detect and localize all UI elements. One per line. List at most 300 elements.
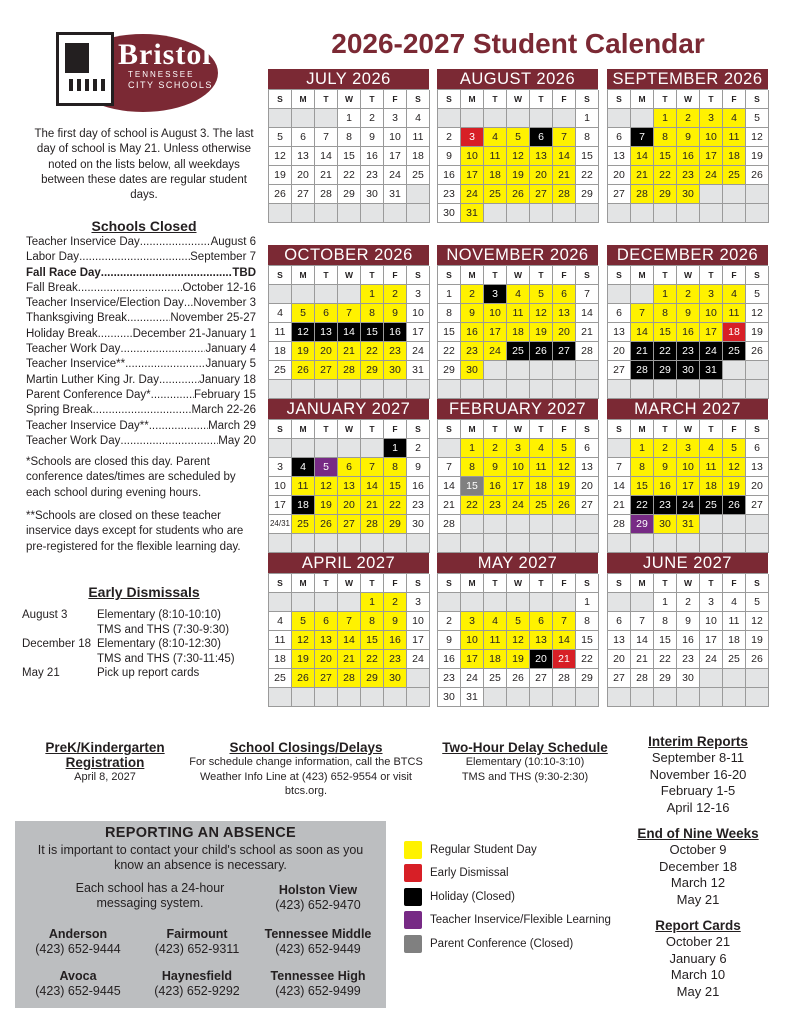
day-cell: 3 xyxy=(484,285,507,304)
day-cell: 18 xyxy=(292,496,315,515)
day-cell: 25 xyxy=(269,669,292,688)
empty-day xyxy=(677,380,700,399)
school-contact xyxy=(255,969,381,999)
day-cell: 30 xyxy=(407,515,430,534)
empty-day xyxy=(461,515,484,534)
day-cell: 6 xyxy=(292,128,315,147)
empty-day xyxy=(438,109,461,128)
school-name: Tennessee Middle xyxy=(264,927,372,941)
day-cell: 31 xyxy=(384,185,407,204)
day-cell: 21 xyxy=(608,496,631,515)
day-cell: 2 xyxy=(677,109,700,128)
weekday-label: T xyxy=(315,266,338,285)
empty-day xyxy=(553,361,576,380)
closings-heading: School Closings/Delays xyxy=(229,740,383,755)
empty-day xyxy=(292,688,315,707)
day-cell: 4 xyxy=(407,109,430,128)
logo-line1: TENNESSEE xyxy=(128,70,195,79)
empty-day xyxy=(484,534,507,553)
weekday-label: S xyxy=(269,90,292,109)
closed-item-date: March 22-26 xyxy=(191,404,256,417)
weekday-label: S xyxy=(438,574,461,593)
weekday-label: F xyxy=(723,420,746,439)
day-cell: 28 xyxy=(315,185,338,204)
empty-day xyxy=(530,109,553,128)
weekday-label: T xyxy=(654,574,677,593)
empty-day xyxy=(292,204,315,223)
weekday-label: S xyxy=(576,266,599,285)
empty-day xyxy=(269,380,292,399)
day-cell: 15 xyxy=(576,147,599,166)
closed-item-name: Thanksgiving Break xyxy=(26,312,127,325)
empty-day xyxy=(384,534,407,553)
delay-line1: Elementary (10:10-3:10) xyxy=(465,756,585,768)
empty-day xyxy=(315,593,338,612)
day-cell: 11 xyxy=(269,323,292,342)
month-calendar xyxy=(268,553,429,706)
closed-item-date: August 6 xyxy=(210,236,256,248)
day-cell: 17 xyxy=(407,323,430,342)
day-cell: 30 xyxy=(654,515,677,534)
month-grid xyxy=(268,419,429,553)
empty-day xyxy=(384,688,407,707)
empty-day xyxy=(746,688,769,707)
day-cell: 30 xyxy=(677,669,700,688)
weekday-label: T xyxy=(654,266,677,285)
day-cell: 22 xyxy=(461,496,484,515)
interim-item: February 1-5 xyxy=(660,783,736,798)
day-cell: 20 xyxy=(608,166,631,185)
leader-dots xyxy=(125,357,205,372)
day-cell: 6 xyxy=(608,304,631,323)
empty-day xyxy=(269,534,292,553)
weekday-label: T xyxy=(361,90,384,109)
early-dismissal-item xyxy=(22,666,262,681)
day-cell: 26 xyxy=(746,342,769,361)
day-cell: 11 xyxy=(269,631,292,650)
day-cell: 11 xyxy=(723,612,746,631)
day-cell: 10 xyxy=(461,631,484,650)
closed-item-date: January 5 xyxy=(205,358,256,371)
day-cell: 17 xyxy=(269,496,292,515)
day-cell: 30 xyxy=(677,361,700,380)
early-dismissal-item xyxy=(22,652,262,667)
day-cell: 15 xyxy=(361,323,384,342)
empty-day xyxy=(507,204,530,223)
empty-day xyxy=(631,380,654,399)
day-cell: 26 xyxy=(292,361,315,380)
day-cell: 12 xyxy=(315,477,338,496)
empty-day xyxy=(608,534,631,553)
empty-day xyxy=(654,380,677,399)
school-contact xyxy=(255,927,381,957)
day-cell: 29 xyxy=(654,185,677,204)
early-dismissal-date xyxy=(22,652,97,667)
day-cell: 4 xyxy=(700,439,723,458)
empty-day xyxy=(269,109,292,128)
day-cell: 1 xyxy=(631,439,654,458)
empty-day xyxy=(484,515,507,534)
weekday-label: F xyxy=(723,574,746,593)
day-cell: 10 xyxy=(461,147,484,166)
weekday-label: T xyxy=(700,266,723,285)
day-cell: 9 xyxy=(438,147,461,166)
day-cell: 2 xyxy=(384,285,407,304)
weekday-label: T xyxy=(361,574,384,593)
report-cards-item: January 6 xyxy=(669,950,727,966)
day-cell: 3 xyxy=(507,439,530,458)
day-cell: 18 xyxy=(484,650,507,669)
weekday-label: W xyxy=(338,574,361,593)
day-cell: 21 xyxy=(338,342,361,361)
day-cell: 19 xyxy=(746,323,769,342)
day-cell: 14 xyxy=(338,323,361,342)
empty-day xyxy=(608,285,631,304)
leader-dots xyxy=(184,296,193,311)
day-cell: 25 xyxy=(407,166,430,185)
empty-day xyxy=(530,515,553,534)
school-contact xyxy=(139,927,255,957)
empty-day xyxy=(746,669,769,688)
day-cell: 2 xyxy=(484,439,507,458)
school-name: Tennessee High xyxy=(270,969,366,983)
day-cell: 8 xyxy=(631,458,654,477)
empty-day xyxy=(530,593,553,612)
month-grid xyxy=(607,89,768,223)
empty-day xyxy=(407,380,430,399)
weekday-label: S xyxy=(576,420,599,439)
logo-name: Bristol xyxy=(118,38,212,71)
empty-day xyxy=(507,380,530,399)
day-cell: 2 xyxy=(361,109,384,128)
day-cell: 28 xyxy=(631,669,654,688)
day-cell: 17 xyxy=(407,631,430,650)
day-cell: 19 xyxy=(723,477,746,496)
nine-weeks-item: March 12 xyxy=(670,875,726,890)
month-grid xyxy=(268,89,429,223)
empty-day xyxy=(608,204,631,223)
weekday-label: T xyxy=(530,266,553,285)
weekday-label: W xyxy=(338,90,361,109)
day-cell: 19 xyxy=(553,477,576,496)
closed-item-name: Holiday Break xyxy=(26,327,98,340)
legend-swatch xyxy=(404,935,422,953)
day-cell: 25 xyxy=(700,496,723,515)
day-cell: 30 xyxy=(384,361,407,380)
day-cell: 29 xyxy=(576,185,599,204)
day-cell: 5 xyxy=(292,612,315,631)
early-dismissal-item xyxy=(22,623,262,638)
day-cell: 3 xyxy=(461,612,484,631)
weekday-label: S xyxy=(407,266,430,285)
day-cell: 6 xyxy=(576,439,599,458)
day-cell: 24 xyxy=(507,496,530,515)
weekday-label: S xyxy=(438,90,461,109)
closed-item-name: Fall Break xyxy=(26,281,78,294)
closed-item xyxy=(26,342,256,357)
day-cell: 25 xyxy=(723,650,746,669)
empty-day xyxy=(315,204,338,223)
day-cell: 23 xyxy=(484,496,507,515)
day-cell: 8 xyxy=(438,304,461,323)
closed-item-date: February 15 xyxy=(193,388,256,401)
day-cell: 16 xyxy=(677,147,700,166)
leader-dots xyxy=(151,388,194,403)
day-cell: 14 xyxy=(315,147,338,166)
day-cell: 9 xyxy=(484,458,507,477)
day-cell: 7 xyxy=(553,128,576,147)
schools-closed-heading: Schools Closed xyxy=(91,218,197,234)
closed-item-date: November 3 xyxy=(193,297,256,310)
month-calendar xyxy=(437,399,598,552)
school-contact xyxy=(19,969,137,999)
empty-day xyxy=(361,380,384,399)
weekday-label: W xyxy=(507,90,530,109)
day-cell: 29 xyxy=(361,361,384,380)
day-cell: 28 xyxy=(631,185,654,204)
day-cell: 6 xyxy=(315,304,338,323)
empty-day xyxy=(530,204,553,223)
day-cell: 27 xyxy=(530,669,553,688)
day-cell: 23 xyxy=(677,650,700,669)
day-cell: 11 xyxy=(292,477,315,496)
day-cell: 21 xyxy=(576,323,599,342)
month-heading: MARCH 2027 xyxy=(607,399,768,419)
day-cell: 27 xyxy=(608,185,631,204)
empty-day xyxy=(608,593,631,612)
empty-day xyxy=(315,439,338,458)
day-cell: 22 xyxy=(438,342,461,361)
day-cell: 7 xyxy=(631,304,654,323)
weekday-label: M xyxy=(292,266,315,285)
day-cell: 22 xyxy=(631,496,654,515)
day-cell: 15 xyxy=(384,477,407,496)
day-cell: 9 xyxy=(677,304,700,323)
empty-day xyxy=(384,204,407,223)
intro-text: The first day of school is August 3. The last day of school is May 21. Unless otherwise noted on the lists below, all weekdays between these dates are regular student days. xyxy=(34,128,254,202)
empty-day xyxy=(269,439,292,458)
day-cell: 31 xyxy=(700,361,723,380)
day-cell: 5 xyxy=(507,128,530,147)
empty-day xyxy=(269,285,292,304)
month-grid xyxy=(607,265,768,399)
day-cell: 1 xyxy=(576,593,599,612)
absence-text: It is important to contact your child's school as soon as you know an absence is necessary. xyxy=(37,843,364,872)
weekday-label: W xyxy=(338,420,361,439)
day-cell: 25 xyxy=(507,342,530,361)
empty-day xyxy=(746,204,769,223)
page-title: 2026-2027 Student Calendar xyxy=(331,28,705,59)
day-cell: 3 xyxy=(384,109,407,128)
empty-day xyxy=(269,593,292,612)
day-cell: 24 xyxy=(700,342,723,361)
empty-day xyxy=(338,439,361,458)
empty-day xyxy=(484,361,507,380)
day-cell: 16 xyxy=(384,631,407,650)
day-cell: 10 xyxy=(407,612,430,631)
day-cell: 18 xyxy=(530,477,553,496)
day-cell: 13 xyxy=(530,631,553,650)
empty-day xyxy=(507,534,530,553)
day-cell: 26 xyxy=(746,650,769,669)
weekday-label: T xyxy=(654,90,677,109)
empty-day xyxy=(677,688,700,707)
closed-item xyxy=(26,311,256,326)
day-cell: 6 xyxy=(553,285,576,304)
day-cell: 27 xyxy=(315,361,338,380)
closed-item-name: Teacher Inservice** xyxy=(26,358,126,371)
day-cell: 17 xyxy=(484,323,507,342)
day-cell: 8 xyxy=(576,128,599,147)
empty-day xyxy=(700,515,723,534)
day-cell: 5 xyxy=(292,304,315,323)
empty-day xyxy=(438,380,461,399)
day-cell: 1 xyxy=(654,109,677,128)
empty-day xyxy=(292,534,315,553)
school-name: Avoca xyxy=(59,969,97,983)
day-cell: 26 xyxy=(269,185,292,204)
month-calendar xyxy=(607,69,768,222)
weekday-label: M xyxy=(292,90,315,109)
day-cell: 14 xyxy=(438,477,461,496)
day-cell: 2 xyxy=(677,285,700,304)
day-cell: 25 xyxy=(269,361,292,380)
weekday-label: S xyxy=(438,420,461,439)
weekday-label: T xyxy=(530,574,553,593)
school-building-icon xyxy=(56,32,114,106)
early-dismissal-text: TMS and THS (7:30-9:30) xyxy=(97,623,230,636)
closed-item-name: Teacher Work Day xyxy=(26,343,121,356)
prek-date: April 8, 2027 xyxy=(74,771,136,783)
day-cell: 3 xyxy=(677,439,700,458)
school-phone: (423) 652-9311 xyxy=(154,942,240,956)
legend-label: Parent Conference (Closed) xyxy=(430,937,574,950)
early-dismissals-heading: Early Dismissals xyxy=(88,584,200,600)
month-calendar xyxy=(437,553,598,706)
day-cell: 18 xyxy=(269,650,292,669)
day-cell: 4 xyxy=(723,593,746,612)
weekday-label: W xyxy=(507,266,530,285)
day-cell: 18 xyxy=(700,477,723,496)
day-cell: 23 xyxy=(407,496,430,515)
month-calendar xyxy=(268,245,429,398)
school-name: Holston View xyxy=(278,883,358,897)
closed-item-name: Parent Conference Day* xyxy=(26,388,151,401)
day-cell: 30 xyxy=(438,204,461,223)
school-contact xyxy=(139,969,255,999)
legend-item xyxy=(404,885,624,909)
day-cell: 23 xyxy=(677,342,700,361)
closed-item-name: Spring Break xyxy=(26,404,93,417)
closed-item-name: Teacher Work Day xyxy=(26,434,121,447)
nine-weeks-item: December 18 xyxy=(658,858,738,874)
empty-day xyxy=(507,593,530,612)
empty-day xyxy=(553,688,576,707)
day-cell: 12 xyxy=(292,323,315,342)
legend-label: Early Dismissal xyxy=(430,867,509,880)
weekday-label: M xyxy=(461,420,484,439)
day-cell: 28 xyxy=(631,361,654,380)
day-cell: 17 xyxy=(677,477,700,496)
empty-day xyxy=(723,669,746,688)
empty-day xyxy=(576,515,599,534)
empty-day xyxy=(361,534,384,553)
day-cell: 3 xyxy=(269,458,292,477)
day-cell: 17 xyxy=(507,477,530,496)
empty-day xyxy=(553,204,576,223)
day-cell: 8 xyxy=(654,612,677,631)
weekday-label: S xyxy=(746,574,769,593)
weekday-label: S xyxy=(746,90,769,109)
weekday-label: F xyxy=(553,574,576,593)
day-cell: 4 xyxy=(484,612,507,631)
day-cell: 28 xyxy=(576,342,599,361)
weekday-label: F xyxy=(384,90,407,109)
day-cell: 5 xyxy=(746,285,769,304)
month-heading: AUGUST 2026 xyxy=(437,69,598,89)
day-cell: 23 xyxy=(384,342,407,361)
empty-day xyxy=(438,439,461,458)
day-cell: 14 xyxy=(553,147,576,166)
empty-day xyxy=(484,688,507,707)
day-cell: 15 xyxy=(654,147,677,166)
weekday-label: T xyxy=(530,90,553,109)
weekday-label: F xyxy=(553,420,576,439)
day-cell: 29 xyxy=(361,669,384,688)
day-cell: 18 xyxy=(723,631,746,650)
school-name: Fairmount xyxy=(166,927,228,941)
empty-day xyxy=(654,688,677,707)
month-calendar xyxy=(607,553,768,706)
day-cell: 14 xyxy=(361,477,384,496)
month-grid xyxy=(437,265,598,399)
empty-day xyxy=(507,109,530,128)
day-cell: 5 xyxy=(530,285,553,304)
day-cell: 23 xyxy=(677,166,700,185)
empty-day xyxy=(407,534,430,553)
weekday-label: T xyxy=(315,420,338,439)
empty-day xyxy=(484,380,507,399)
day-cell: 23 xyxy=(438,669,461,688)
empty-day xyxy=(631,688,654,707)
weekday-label: M xyxy=(461,90,484,109)
day-cell: 13 xyxy=(530,147,553,166)
day-cell: 9 xyxy=(384,612,407,631)
day-cell: 21 xyxy=(361,496,384,515)
day-cell: 22 xyxy=(384,496,407,515)
day-cell: 1 xyxy=(338,109,361,128)
day-cell: 4 xyxy=(723,285,746,304)
month-heading: OCTOBER 2026 xyxy=(268,245,429,265)
day-cell: 2 xyxy=(438,612,461,631)
weekday-label: W xyxy=(677,574,700,593)
day-cell: 29 xyxy=(631,515,654,534)
day-cell: 11 xyxy=(723,304,746,323)
early-dismissal-text: Pick up report cards xyxy=(97,667,200,679)
weekday-label: M xyxy=(292,574,315,593)
day-cell: 17 xyxy=(461,166,484,185)
day-cell: 26 xyxy=(723,496,746,515)
empty-day xyxy=(654,534,677,553)
report-cards-heading: Report Cards xyxy=(655,918,741,933)
day-cell: 11 xyxy=(507,304,530,323)
leader-dots xyxy=(78,281,183,296)
month-calendar xyxy=(607,399,768,552)
day-cell: 25 xyxy=(723,342,746,361)
month-calendar xyxy=(607,245,768,398)
day-cell: 4 xyxy=(723,109,746,128)
empty-day xyxy=(608,439,631,458)
